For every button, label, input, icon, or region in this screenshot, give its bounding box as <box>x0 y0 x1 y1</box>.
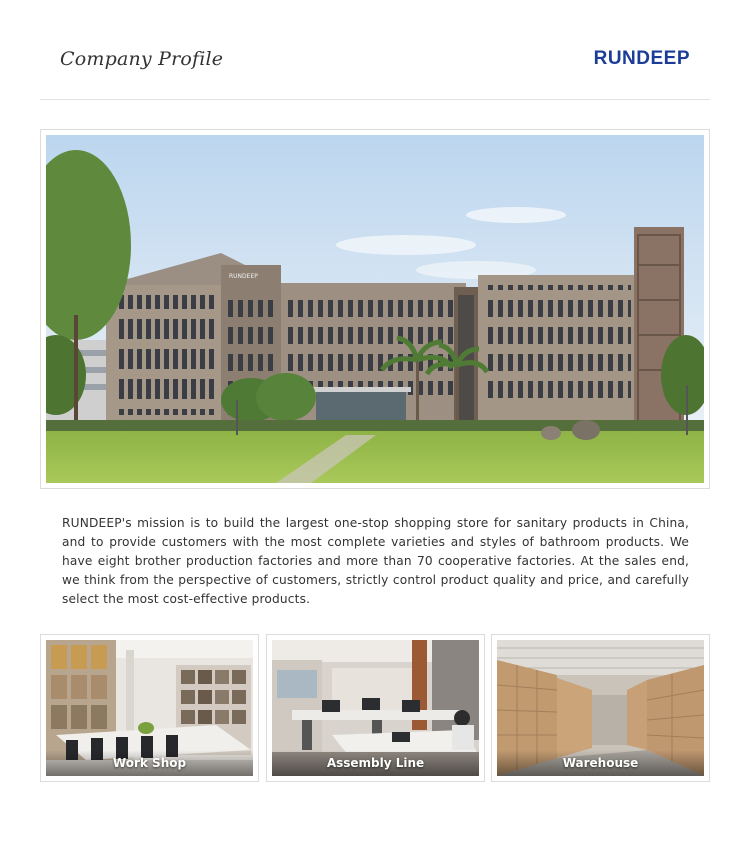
card-label: Warehouse <box>497 750 704 776</box>
brand-logo[interactable]: RUNDEEP <box>593 48 690 69</box>
card-assembly-line[interactable] <box>266 634 485 782</box>
card-workshop[interactable] <box>40 634 259 782</box>
gallery <box>40 634 710 782</box>
card-label: Assembly Line <box>272 750 479 776</box>
card-label: Work Shop <box>46 750 253 776</box>
hero-image-frame <box>40 129 710 489</box>
card-warehouse[interactable] <box>491 634 710 782</box>
company-description: RUNDEEP's mission is to build the largest one-stop shopping store for sanitary products in China, and to provide customers with the most complete varieties and styles of bathroom products. We have eight brother production factories and more than 70 cooperative factories. At the sales end, we think from the perspective of customers, strictly control product quality and price, and carefully select the most cost-effective products. <box>62 516 689 606</box>
header <box>40 0 710 100</box>
company-building-photo <box>46 135 704 483</box>
building-sign: RUNDEEP <box>229 273 258 280</box>
page-title: Company Profile <box>60 48 224 70</box>
